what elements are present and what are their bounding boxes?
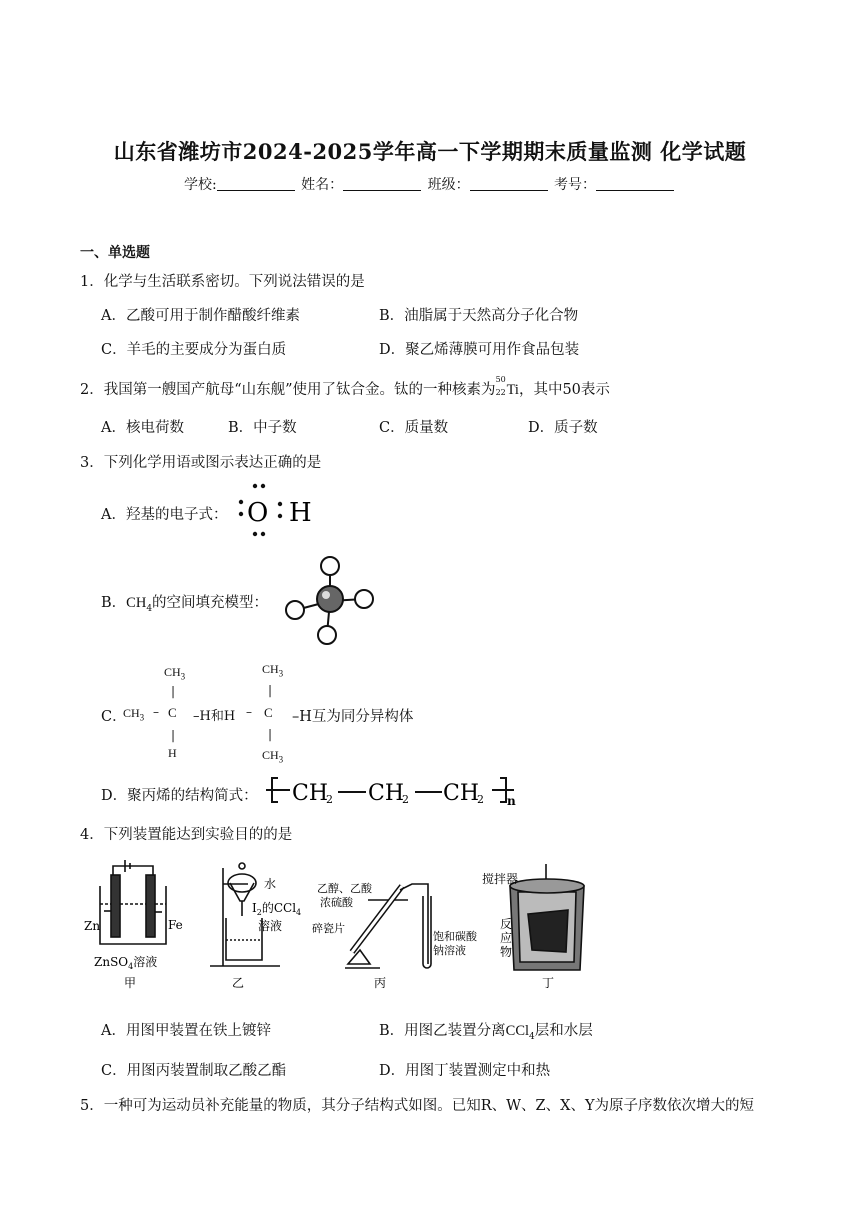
ch2-2: CH (368, 781, 405, 806)
q2-option-b: B．中子数 (228, 420, 297, 436)
q3-option-b (101, 591, 268, 614)
ch2-3: CH (443, 781, 480, 806)
hydrogen-symbol: H (289, 498, 312, 528)
sub-2-2: 2 (402, 793, 409, 806)
c-left-vbar-bottom: | (171, 728, 176, 742)
c-right-ch3-bottom (262, 748, 283, 764)
q2-option-d: D．质子数 (528, 420, 598, 436)
ch2-1: CH (292, 781, 329, 806)
q4-option-a: A．用图甲装置在铁上镀锌 (101, 1023, 271, 1039)
q2-stem (80, 375, 610, 399)
q4-option-d: D．用图丁装置测定中和热 (379, 1063, 551, 1079)
figure-jia (100, 860, 166, 944)
student-info-line (0, 174, 860, 194)
label-znso4 (94, 954, 157, 971)
label-react2: 应 (500, 931, 513, 945)
q4-b-suffix: 层和水层 (534, 1023, 593, 1039)
atomic-number: 22 (495, 388, 506, 397)
subscript-n: n (507, 794, 516, 808)
nuclide-notation (495, 375, 507, 397)
label-acid: 浓硫酸 (320, 896, 353, 909)
sub-3: 3 (278, 668, 284, 679)
label-fe: Fe (168, 918, 183, 932)
q3-stem: 3．下列化学用语或图示表达正确的是 (80, 455, 322, 471)
c-right-dash: – (246, 705, 252, 719)
c-right-vbar-bottom: | (268, 727, 273, 741)
label-bing: 丙 (374, 976, 387, 990)
ccl4-subscript: 4 (529, 1031, 535, 1042)
c-right-carbon: C (264, 705, 273, 720)
name-label: 姓名： (301, 177, 344, 193)
c-left-carbon: C (168, 705, 177, 720)
school-blank[interactable] (217, 176, 295, 191)
znso4-post: 溶液 (133, 955, 158, 969)
q4-option-c: C．用图丙装置制取乙酸乙酯 (101, 1063, 287, 1079)
name-blank[interactable] (343, 176, 421, 191)
label-ethanol: 乙醇、乙酸 (317, 882, 372, 895)
label-ding: 丁 (542, 976, 555, 990)
label-yi: 乙 (232, 976, 245, 990)
ccl4-sub: 4 (296, 908, 302, 917)
methane-space-filling-model (282, 556, 376, 648)
page-title: 山东省潍坊市2024-2025学年高一下学期期末质量监测 化学试题 (113, 139, 747, 164)
ch4-formula: CH (126, 595, 147, 611)
q1-option-c: C．羊毛的主要成分为蛋白质 (101, 342, 287, 358)
figure-ding (510, 864, 584, 970)
label-stirrer: 搅拌器 (482, 872, 519, 886)
exam-no-blank[interactable] (596, 176, 674, 191)
q1-option-d: D．聚乙烯薄膜可用作食品包装 (379, 342, 580, 358)
label-sat1: 饱和碳酸 (433, 930, 477, 943)
q2-option-a: A．核电荷数 (101, 420, 184, 436)
label-react1: 反 (500, 917, 513, 931)
q4-b-prefix: B．用图乙装置分离 (379, 1023, 506, 1039)
c-right-suffix: –H互为同分异构体 (292, 709, 414, 725)
q2-stem-pre: 2．我国第一艘国产航母“山东舰”使用了钛合金。钛的一种核素为 (80, 382, 496, 398)
i2-text: I (252, 901, 257, 915)
i2-post: 的CCl (261, 901, 297, 915)
q3-b-prefix: B． (101, 595, 127, 611)
polypropylene-structure (262, 772, 522, 808)
sub-3: 3 (180, 671, 186, 682)
sub-2-3: 2 (477, 793, 484, 806)
section-heading: 一、单选题 (80, 245, 150, 261)
class-label: 班级： (427, 177, 470, 193)
sub-2-1: 2 (326, 793, 333, 806)
mass-number: 50 (495, 375, 506, 384)
znso4-text: ZnSO (94, 955, 129, 969)
label-sat2: 钠溶液 (433, 944, 466, 957)
ch-text: CH (262, 662, 279, 676)
q5-stem: 5．一种可为运动员补充能量的物质，其分子结构式如图。已知R、W、Z、X、Y为原子序数依次增大的短 (80, 1098, 755, 1114)
c-left-vbar-top: | (171, 684, 176, 698)
c-middle-text: –H和H (193, 709, 236, 724)
label-i2 (252, 901, 301, 917)
q4-option-b (379, 1019, 593, 1042)
ti-symbol: Ti (506, 382, 519, 398)
ch-text: CH (123, 706, 140, 720)
label-zn: Zn (84, 919, 101, 933)
c-left-ch3-top (164, 665, 185, 681)
q3-option-c-label: C． (101, 709, 127, 725)
c-left-h-bottom: H (168, 746, 177, 760)
c-right-vbar-top: | (268, 683, 273, 697)
label-water: 水 (264, 877, 277, 891)
q2-stem-post: ，其中50表示 (518, 382, 610, 398)
q1-option-b: B．油脂属于天然高分子化合物 (379, 308, 579, 324)
label-react3: 物 (500, 945, 513, 959)
q1-option-a: A．乙酸可用于制作醋酸纤维素 (101, 308, 300, 324)
c-left-dash: – (153, 705, 159, 719)
ch-text: CH (164, 665, 181, 679)
q3-option-d: D．聚丙烯的结构简式： (101, 788, 258, 804)
i2-sub: 2 (256, 908, 262, 917)
ch4-subscript: 4 (146, 603, 153, 614)
school-label: 学校: (183, 177, 217, 193)
q2-option-c: C．质量数 (379, 420, 449, 436)
class-blank[interactable] (470, 176, 548, 191)
hydroxyl-electron-dot-formula (228, 480, 328, 540)
exam-no-label: 考号： (554, 177, 597, 193)
c-left-ch3-side (123, 706, 144, 722)
ch-text: CH (262, 748, 279, 762)
q3-option-a: A．羟基的电子式： (101, 507, 228, 523)
c-right-ch3-top (262, 662, 283, 678)
q1-stem: 1．化学与生活联系密切。下列说法错误的是 (80, 274, 365, 290)
znso4-sub: 4 (128, 962, 134, 971)
q4-stem: 4．下列装置能达到实验目的的是 (80, 827, 293, 843)
q3-b-suffix: 的空间填充模型： (152, 595, 269, 611)
ccl4-formula: CCl (505, 1023, 530, 1039)
sub-3: 3 (139, 712, 145, 723)
sub-3: 3 (278, 754, 284, 765)
apparatus-figures (80, 856, 600, 996)
label-rongye: 溶液 (258, 919, 283, 933)
label-chip: 碎瓷片 (312, 922, 345, 935)
figure-bing (345, 884, 431, 968)
oxygen-symbol: O (247, 498, 269, 528)
label-jia: 甲 (124, 976, 137, 990)
